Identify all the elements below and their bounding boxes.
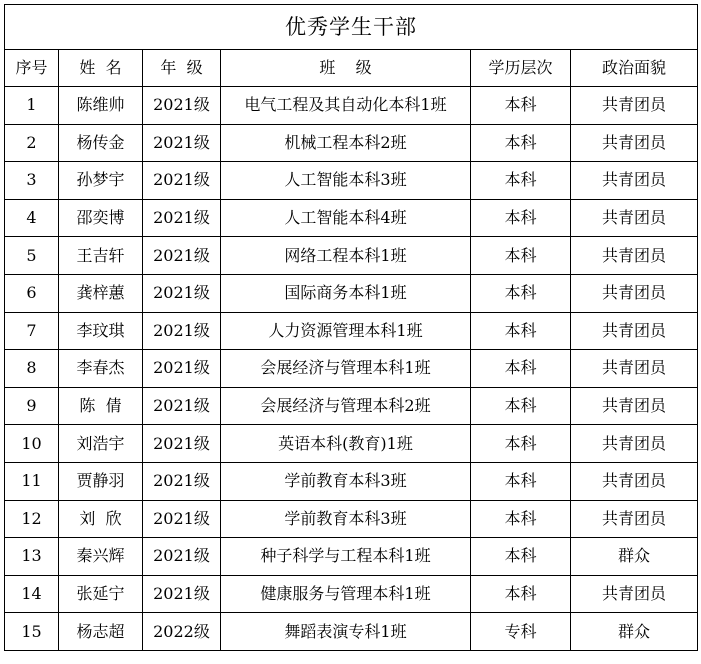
cell-grade: 2021级	[143, 274, 221, 312]
table-title: 优秀学生干部	[5, 5, 698, 50]
cell-level: 本科	[471, 274, 571, 312]
cell-index: 2	[5, 124, 59, 162]
cell-class: 电气工程及其自动化本科1班	[221, 87, 471, 125]
cell-class: 会展经济与管理本科1班	[221, 350, 471, 388]
header-class: 班 级	[221, 50, 471, 87]
cell-political: 共青团员	[571, 312, 698, 350]
cell-index: 4	[5, 199, 59, 237]
cell-grade: 2021级	[143, 124, 221, 162]
table-header-row	[5, 50, 698, 87]
cell-index: 14	[5, 575, 59, 613]
cell-index: 13	[5, 538, 59, 576]
cell-grade: 2022级	[143, 613, 221, 651]
cell-name: 陈维帅	[59, 87, 143, 125]
cell-grade: 2021级	[143, 462, 221, 500]
cell-class: 健康服务与管理本科1班	[221, 575, 471, 613]
cell-name: 龚梓蕙	[59, 274, 143, 312]
cell-index: 10	[5, 425, 59, 463]
cell-level: 本科	[471, 500, 571, 538]
cell-class: 国际商务本科1班	[221, 274, 471, 312]
cell-index: 5	[5, 237, 59, 275]
header-political: 政治面貌	[571, 50, 698, 87]
table-row	[5, 538, 698, 576]
cell-class: 舞蹈表演专科1班	[221, 613, 471, 651]
cell-political: 共青团员	[571, 425, 698, 463]
table-row	[5, 274, 698, 312]
cell-index: 1	[5, 87, 59, 125]
cell-political: 共青团员	[571, 199, 698, 237]
cell-class: 种子科学与工程本科1班	[221, 538, 471, 576]
table-row	[5, 312, 698, 350]
cell-class: 人力资源管理本科1班	[221, 312, 471, 350]
cell-political: 共青团员	[571, 274, 698, 312]
table-row	[5, 87, 698, 125]
cell-class: 网络工程本科1班	[221, 237, 471, 275]
table-row	[5, 462, 698, 500]
cell-index: 12	[5, 500, 59, 538]
cell-level: 本科	[471, 425, 571, 463]
table-row	[5, 162, 698, 200]
cell-name: 杨传金	[59, 124, 143, 162]
cell-political: 群众	[571, 613, 698, 651]
cell-index: 7	[5, 312, 59, 350]
cell-level: 本科	[471, 124, 571, 162]
table-row	[5, 500, 698, 538]
cell-level: 本科	[471, 199, 571, 237]
cell-political: 共青团员	[571, 162, 698, 200]
cell-grade: 2021级	[143, 312, 221, 350]
cell-grade: 2021级	[143, 237, 221, 275]
cell-index: 3	[5, 162, 59, 200]
cell-political: 共青团员	[571, 124, 698, 162]
cell-name: 邵奕博	[59, 199, 143, 237]
header-grade: 年 级	[143, 50, 221, 87]
cell-name: 杨志超	[59, 613, 143, 651]
table-row	[5, 124, 698, 162]
cell-grade: 2021级	[143, 199, 221, 237]
header-name: 姓 名	[59, 50, 143, 87]
cell-level: 专科	[471, 613, 571, 651]
cell-class: 人工智能本科3班	[221, 162, 471, 200]
table-row	[5, 199, 698, 237]
cell-grade: 2021级	[143, 425, 221, 463]
cell-level: 本科	[471, 538, 571, 576]
cell-name: 李春杰	[59, 350, 143, 388]
cell-political: 共青团员	[571, 500, 698, 538]
cell-index: 9	[5, 387, 59, 425]
table-row	[5, 425, 698, 463]
cell-name: 王吉轩	[59, 237, 143, 275]
table-row	[5, 613, 698, 651]
student-cadre-table	[4, 4, 698, 651]
cell-name: 张延宁	[59, 575, 143, 613]
cell-class: 学前教育本科3班	[221, 462, 471, 500]
document-table-container	[4, 4, 697, 651]
cell-name: 刘浩宇	[59, 425, 143, 463]
cell-political: 共青团员	[571, 575, 698, 613]
cell-index: 8	[5, 350, 59, 388]
cell-grade: 2021级	[143, 500, 221, 538]
table-row	[5, 350, 698, 388]
cell-political: 共青团员	[571, 462, 698, 500]
cell-level: 本科	[471, 312, 571, 350]
cell-class: 机械工程本科2班	[221, 124, 471, 162]
header-level: 学历层次	[471, 50, 571, 87]
cell-name: 刘 欣	[59, 500, 143, 538]
cell-grade: 2021级	[143, 538, 221, 576]
cell-level: 本科	[471, 350, 571, 388]
cell-level: 本科	[471, 237, 571, 275]
cell-class: 学前教育本科3班	[221, 500, 471, 538]
cell-grade: 2021级	[143, 350, 221, 388]
cell-level: 本科	[471, 575, 571, 613]
cell-grade: 2021级	[143, 575, 221, 613]
table-row	[5, 575, 698, 613]
header-index: 序号	[5, 50, 59, 87]
cell-grade: 2021级	[143, 387, 221, 425]
cell-name: 陈 倩	[59, 387, 143, 425]
cell-political: 共青团员	[571, 237, 698, 275]
cell-class: 人工智能本科4班	[221, 199, 471, 237]
cell-index: 15	[5, 613, 59, 651]
cell-index: 6	[5, 274, 59, 312]
table-body	[5, 87, 698, 651]
cell-level: 本科	[471, 387, 571, 425]
cell-level: 本科	[471, 462, 571, 500]
table-row	[5, 387, 698, 425]
cell-level: 本科	[471, 162, 571, 200]
cell-name: 孙梦宇	[59, 162, 143, 200]
cell-grade: 2021级	[143, 162, 221, 200]
cell-level: 本科	[471, 87, 571, 125]
cell-political: 群众	[571, 538, 698, 576]
cell-class: 英语本科(教育)1班	[221, 425, 471, 463]
cell-name: 贾静羽	[59, 462, 143, 500]
cell-grade: 2021级	[143, 87, 221, 125]
cell-political: 共青团员	[571, 350, 698, 388]
cell-index: 11	[5, 462, 59, 500]
cell-political: 共青团员	[571, 87, 698, 125]
cell-name: 秦兴辉	[59, 538, 143, 576]
cell-name: 李玟琪	[59, 312, 143, 350]
table-row	[5, 237, 698, 275]
cell-class: 会展经济与管理本科2班	[221, 387, 471, 425]
cell-political: 共青团员	[571, 387, 698, 425]
